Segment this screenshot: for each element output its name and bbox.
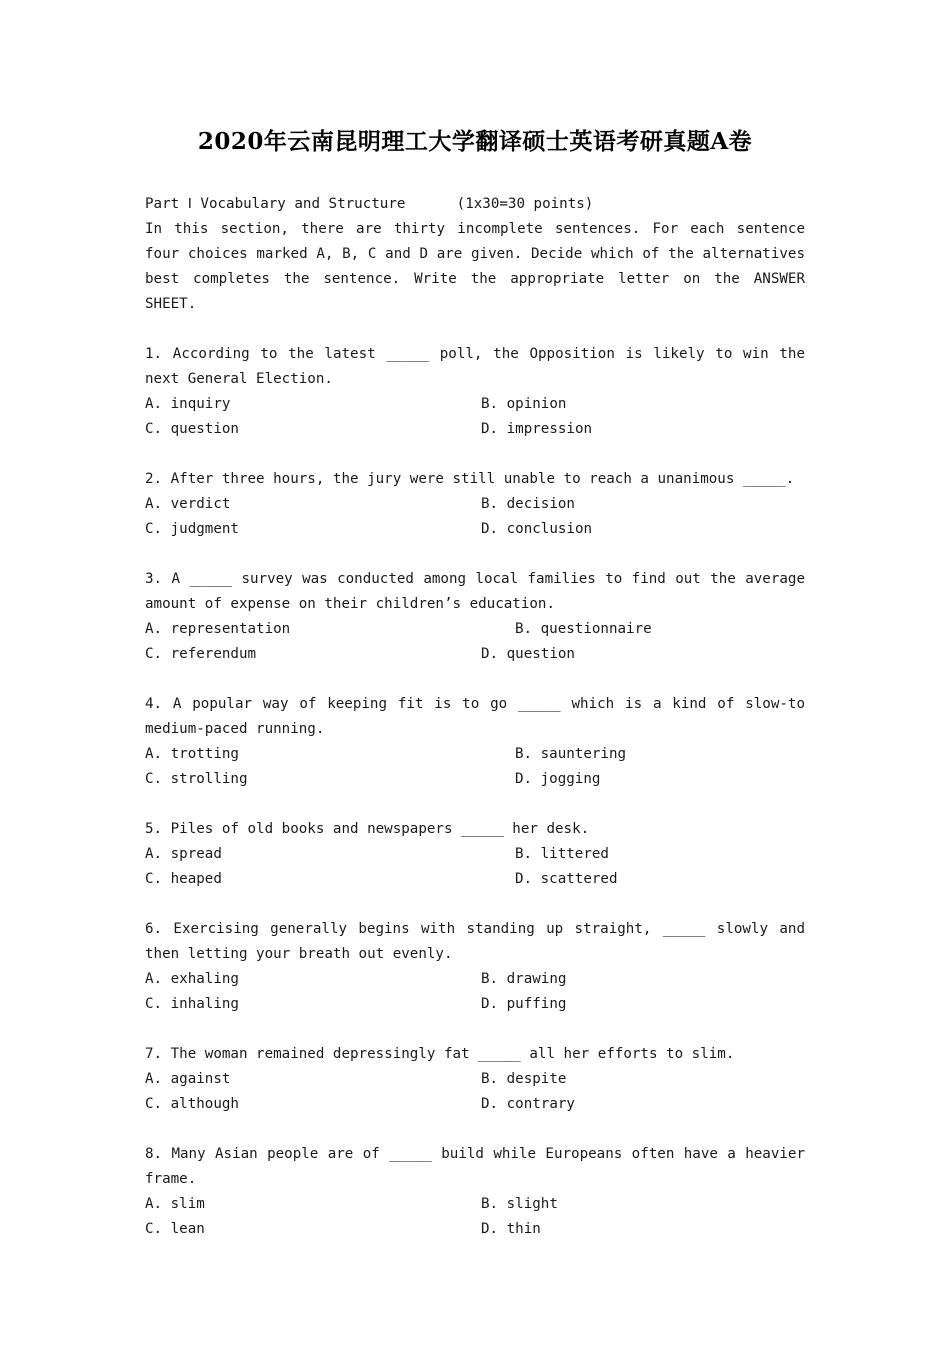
- option-a: A. exhaling: [145, 971, 239, 987]
- option-c: C. strolling: [145, 771, 248, 787]
- option-b: B. questionnaire: [515, 621, 652, 637]
- options-row: [145, 1217, 805, 1242]
- option-a: A. spread: [145, 846, 222, 862]
- question-item: [145, 917, 805, 1017]
- option-a: A. trotting: [145, 746, 239, 762]
- option-a: A. slim: [145, 1196, 205, 1212]
- option-b: B. drawing: [481, 971, 567, 987]
- option-d: D. contrary: [481, 1096, 575, 1112]
- options-row: [145, 742, 805, 767]
- option-b: B. sauntering: [515, 746, 627, 762]
- option-d: D. conclusion: [481, 521, 593, 537]
- option-c: C. lean: [145, 1221, 205, 1237]
- option-d: D. thin: [481, 1221, 541, 1237]
- section-instructions: In this section, there are thirty incomplete sentences. For each sentence four choices marked A, B, C and D are given. Decide which of the alternatives best completes the sentence. Write the appropriate letter on the ANSWER SHEET.: [145, 221, 805, 312]
- question-stem: 2. After three hours, the jury were still unable to reach a unanimous _____.: [145, 471, 795, 487]
- options-row: [145, 967, 805, 992]
- options-row: [145, 492, 805, 517]
- question-stem: 4. A popular way of keeping fit is to go _____ which is a kind of slow-to medium-paced running.: [145, 696, 805, 737]
- question-item: [145, 567, 805, 667]
- options-row: [145, 867, 805, 892]
- option-d: D. impression: [481, 421, 593, 437]
- question-item: [145, 817, 805, 892]
- options-row: [145, 1067, 805, 1092]
- option-b: B. opinion: [481, 396, 567, 412]
- option-a: A. representation: [145, 621, 291, 637]
- question-stem: 6. Exercising generally begins with standing up straight, _____ slowly and then letting your breath out evenly.: [145, 921, 805, 962]
- options-row: [145, 767, 805, 792]
- options-row: [145, 642, 805, 667]
- option-c: C. heaped: [145, 871, 222, 887]
- option-a: A. verdict: [145, 496, 231, 512]
- option-c: C. referendum: [145, 646, 257, 662]
- option-c: C. although: [145, 1096, 239, 1112]
- option-d: D. puffing: [481, 996, 567, 1012]
- question-item: [145, 1042, 805, 1117]
- option-a: A. against: [145, 1071, 231, 1087]
- options-row: [145, 992, 805, 1017]
- question-item: [145, 467, 805, 542]
- option-d: D. scattered: [515, 871, 618, 887]
- document-title: 2020年云南昆明理工大学翻译硕士英语考研真题A卷: [197, 128, 753, 155]
- option-b: B. despite: [481, 1071, 567, 1087]
- option-d: D. jogging: [515, 771, 601, 787]
- question-stem: 3. A _____ survey was conducted among local families to find out the average amount of expense on their children’s education.: [145, 571, 805, 612]
- part-heading: Part Ⅰ Vocabulary and Structure (1x30=30 points): [145, 196, 594, 212]
- option-b: B. slight: [481, 1196, 558, 1212]
- question-stem: 7. The woman remained depressingly fat _____ all her efforts to slim.: [145, 1046, 735, 1062]
- option-c: C. inhaling: [145, 996, 239, 1012]
- option-c: C. question: [145, 421, 239, 437]
- question-stem: 1. According to the latest _____ poll, the Opposition is likely to win the next General Election.: [145, 346, 805, 387]
- options-row: [145, 417, 805, 442]
- options-row: [145, 1192, 805, 1217]
- options-row: [145, 392, 805, 417]
- question-item: [145, 692, 805, 792]
- question-item: [145, 1142, 805, 1242]
- options-row: [145, 842, 805, 867]
- question-stem: 5. Piles of old books and newspapers _____ her desk.: [145, 821, 590, 837]
- option-b: B. littered: [515, 846, 609, 862]
- option-b: B. decision: [481, 496, 575, 512]
- question-stem: 8. Many Asian people are of _____ build while Europeans often have a heavier frame.: [145, 1146, 805, 1187]
- options-row: [145, 517, 805, 542]
- options-row: [145, 617, 805, 642]
- option-d: D. question: [481, 646, 575, 662]
- exam-content: [145, 192, 805, 1242]
- option-c: C. judgment: [145, 521, 239, 537]
- question-item: [145, 342, 805, 442]
- option-a: A. inquiry: [145, 396, 231, 412]
- options-row: [145, 1092, 805, 1117]
